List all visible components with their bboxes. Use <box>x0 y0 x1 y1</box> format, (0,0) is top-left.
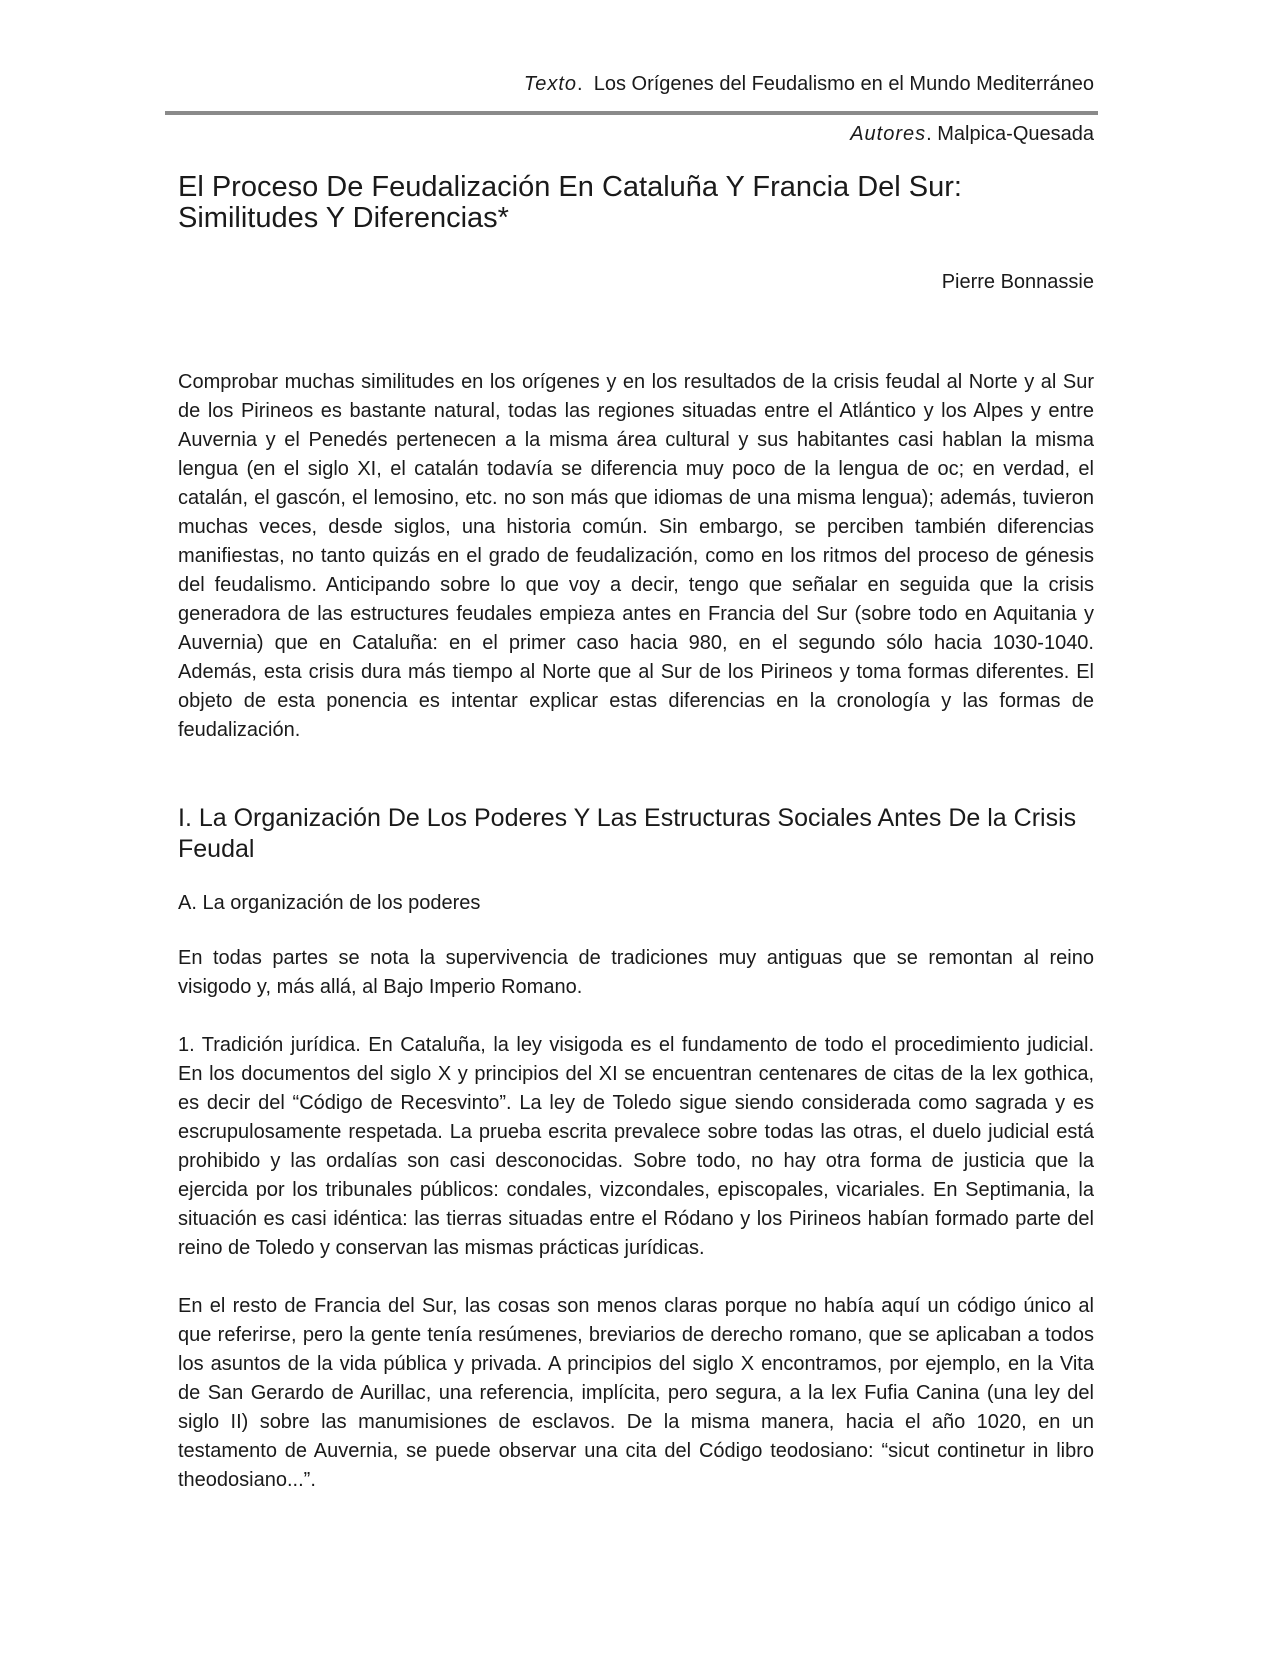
article-author: Pierre Bonnassie <box>941 271 1094 293</box>
header-text-label: Texto <box>523 73 578 95</box>
body-paragraph-2: 1. Tradición jurídica. En Cataluña, la ley visigoda es el fundamento de todo el procedimiento judicial. En los documentos del siglo X y principios del XI se encuentran centenares de citas de la lex gothica, es decir del “Código de Recesvinto”. La ley de Toledo sigue siendo considerada como sagrada y es escrupulosamente respetada. La prueba escrita prevalece sobre todas las otras, el duelo judicial está prohibido y las ordalías son casi desconocidas. Sobre todo, no hay otra forma de justicia que la ejercida por los tribunales públicos: condales, vizcondales, episcopales, vicariales. En Septimania, la situación es casi idéntica: las tierras situadas entre el Ródano y los Pirineos habían formado parte del reino de Toledo y conservan las mismas prácticas jurídicas. <box>178 1034 1094 1259</box>
article-title: El Proceso De Feudalización En Cataluña Y Francia Del Sur: Similitudes Y Diferencias* <box>178 171 962 234</box>
article-content <box>178 172 1094 1495</box>
subsection-heading: A. La organización de los poderes <box>178 892 481 914</box>
body-paragraph-3: En el resto de Francia del Sur, las cosas son menos claras porque no había aquí un código único al que referirse, pero la gente tenía resúmenes, breviarios de derecho romano, que se aplicaban a todos los asuntos de la vida pública y privada. A principios del siglo X encontramos, por ejemplo, en la Vita de San Gerardo de Aurillac, una referencia, implícita, pero segura, a la lex Fufia Canina (una ley del siglo II) sobre las manumisiones de esclavos. De la misma manera, hacia el año 1020, en un testamento de Auvernia, se puede observar una cita del Código teodosiano: “sicut continetur in libro theodosiano...”. <box>178 1295 1094 1491</box>
header-text-value: Los Orígenes del Feudalismo en el Mundo Mediterráneo <box>593 73 1094 95</box>
header-authors-label: Autores <box>850 123 927 145</box>
header-rule <box>165 111 1098 115</box>
section-heading: I. La Organización De Los Poderes Y Las Estructuras Sociales Antes De la Crisis Feudal <box>178 804 1077 863</box>
body-paragraph-1: En todas partes se nota la supervivencia de tradiciones muy antiguas que se remontan al reino visigodo y, más allá, al Bajo Imperio Romano. <box>178 947 1094 998</box>
running-header-text: Texto. Los Orígenes del Feudalismo en el Mundo Mediterráneo <box>523 73 1094 95</box>
header-authors-value: Malpica-Quesada <box>937 123 1094 145</box>
running-header-authors: Autores. Malpica-Quesada <box>850 123 1094 145</box>
intro-paragraph: Comprobar muchas similitudes en los orígenes y en los resultados de la crisis feudal al Norte y al Sur de los Pirineos es bastante natural, todas las regiones situadas entre el Atlántico y los Alpes y entre Auvernia y el Penedés pertenecen a la misma área cultural y sus habitantes casi hablan la misma lengua (en el siglo XI, el catalán todavía se diferencia muy poco de la lengua de oc; en verdad, el catalán, el gascón, el lemosino, etc. no son más que idiomas de una misma lengua); además, tuvieron muchas veces, desde siglos, una historia común. Sin embargo, se perciben también diferencias manifiestas, no tanto quizás en el grado de feudalización, como en los ritmos del proceso de génesis del feudalismo. Anticipando sobre lo que voy a decir, tengo que señalar en seguida que la crisis generadora de las estructures feudales empieza antes en Francia del Sur (sobre todo en Aquitania y Auvernia) que en Cataluña: en el primer caso hacia 980, en el segundo sólo hacia 1030-1040. Además, esta crisis dura más tiempo al Norte que al Sur de los Pirineos y toma formas diferentes. El objeto de esta ponencia es intentar explicar estas diferencias en la cronología y las formas de feudalización. <box>178 371 1094 741</box>
